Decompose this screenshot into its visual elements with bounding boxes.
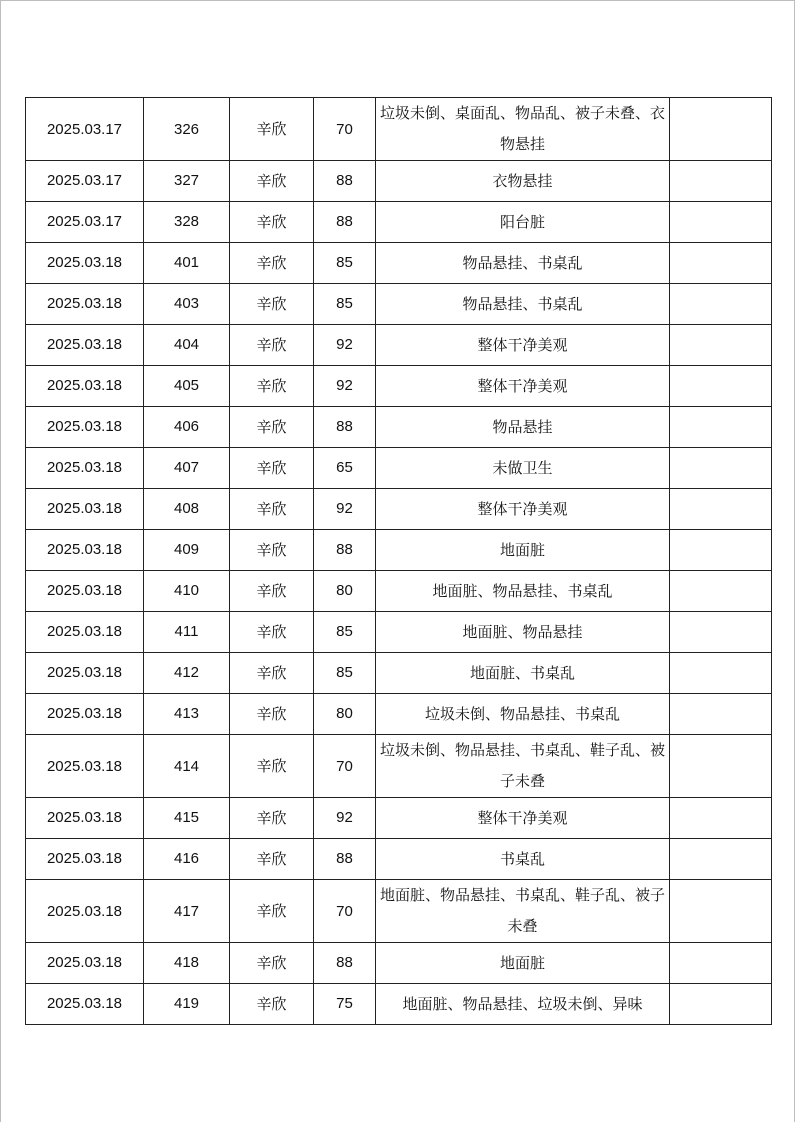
- score-cell: 88: [314, 407, 376, 448]
- table-row: [26, 448, 772, 489]
- inspector-cell: 辛欣: [230, 243, 314, 284]
- table-row: [26, 243, 772, 284]
- score-cell: 70: [314, 880, 376, 943]
- date-cell: 2025.03.18: [26, 694, 144, 735]
- table-row: [26, 284, 772, 325]
- inspector-cell: 辛欣: [230, 798, 314, 839]
- table-row: [26, 653, 772, 694]
- date-cell: 2025.03.18: [26, 798, 144, 839]
- score-cell: 85: [314, 653, 376, 694]
- room-cell: 411: [144, 612, 230, 653]
- inspector-cell: 辛欣: [230, 448, 314, 489]
- room-cell: 416: [144, 839, 230, 880]
- score-cell: 92: [314, 798, 376, 839]
- remark-cell: [670, 839, 772, 880]
- score-cell: 85: [314, 612, 376, 653]
- date-cell: 2025.03.18: [26, 943, 144, 984]
- score-cell: 70: [314, 735, 376, 798]
- issues-cell: 整体干净美观: [376, 798, 670, 839]
- remark-cell: [670, 943, 772, 984]
- score-cell: 80: [314, 571, 376, 612]
- score-cell: 92: [314, 366, 376, 407]
- table-row: [26, 571, 772, 612]
- remark-cell: [670, 98, 772, 161]
- remark-cell: [670, 284, 772, 325]
- room-cell: 403: [144, 284, 230, 325]
- score-cell: 85: [314, 243, 376, 284]
- inspector-cell: 辛欣: [230, 98, 314, 161]
- remark-cell: [670, 530, 772, 571]
- remark-cell: [670, 202, 772, 243]
- score-cell: 88: [314, 839, 376, 880]
- score-cell: 80: [314, 694, 376, 735]
- date-cell: 2025.03.17: [26, 202, 144, 243]
- score-cell: 75: [314, 984, 376, 1025]
- room-cell: 419: [144, 984, 230, 1025]
- issues-cell: 书桌乱: [376, 839, 670, 880]
- inspector-cell: 辛欣: [230, 694, 314, 735]
- remark-cell: [670, 407, 772, 448]
- inspector-cell: 辛欣: [230, 161, 314, 202]
- date-cell: 2025.03.18: [26, 366, 144, 407]
- date-cell: 2025.03.17: [26, 161, 144, 202]
- room-cell: 406: [144, 407, 230, 448]
- room-cell: 407: [144, 448, 230, 489]
- inspector-cell: 辛欣: [230, 571, 314, 612]
- issues-cell: 物品悬挂、书桌乱: [376, 284, 670, 325]
- remark-cell: [670, 161, 772, 202]
- score-cell: 85: [314, 284, 376, 325]
- remark-cell: [670, 243, 772, 284]
- table-row: [26, 489, 772, 530]
- issues-cell: 未做卫生: [376, 448, 670, 489]
- score-cell: 70: [314, 98, 376, 161]
- issues-cell: 地面脏、物品悬挂、书桌乱、鞋子乱、被子未叠: [376, 880, 670, 943]
- table-row: [26, 325, 772, 366]
- table-row: [26, 161, 772, 202]
- issues-cell: 物品悬挂: [376, 407, 670, 448]
- remark-cell: [670, 694, 772, 735]
- room-cell: 327: [144, 161, 230, 202]
- table-row: [26, 839, 772, 880]
- inspector-cell: 辛欣: [230, 366, 314, 407]
- room-cell: 417: [144, 880, 230, 943]
- issues-cell: 地面脏、书桌乱: [376, 653, 670, 694]
- inspection-table: [25, 97, 772, 1025]
- remark-cell: [670, 880, 772, 943]
- inspector-cell: 辛欣: [230, 407, 314, 448]
- issues-cell: 整体干净美观: [376, 325, 670, 366]
- date-cell: 2025.03.18: [26, 735, 144, 798]
- date-cell: 2025.03.17: [26, 98, 144, 161]
- inspector-cell: 辛欣: [230, 489, 314, 530]
- score-cell: 92: [314, 489, 376, 530]
- table-body: [26, 98, 772, 1025]
- table-row: [26, 735, 772, 798]
- inspector-cell: 辛欣: [230, 653, 314, 694]
- room-cell: 410: [144, 571, 230, 612]
- date-cell: 2025.03.18: [26, 571, 144, 612]
- room-cell: 405: [144, 366, 230, 407]
- issues-cell: 地面脏、物品悬挂: [376, 612, 670, 653]
- remark-cell: [670, 612, 772, 653]
- issues-cell: 地面脏: [376, 530, 670, 571]
- inspector-cell: 辛欣: [230, 735, 314, 798]
- room-cell: 401: [144, 243, 230, 284]
- issues-cell: 阳台脏: [376, 202, 670, 243]
- room-cell: 414: [144, 735, 230, 798]
- remark-cell: [670, 984, 772, 1025]
- issues-cell: 物品悬挂、书桌乱: [376, 243, 670, 284]
- date-cell: 2025.03.18: [26, 325, 144, 366]
- inspector-cell: 辛欣: [230, 984, 314, 1025]
- table-row: [26, 612, 772, 653]
- remark-cell: [670, 366, 772, 407]
- table-row: [26, 530, 772, 571]
- room-cell: 413: [144, 694, 230, 735]
- date-cell: 2025.03.18: [26, 243, 144, 284]
- room-cell: 412: [144, 653, 230, 694]
- remark-cell: [670, 325, 772, 366]
- date-cell: 2025.03.18: [26, 530, 144, 571]
- inspector-cell: 辛欣: [230, 530, 314, 571]
- score-cell: 88: [314, 202, 376, 243]
- inspector-cell: 辛欣: [230, 284, 314, 325]
- score-cell: 88: [314, 161, 376, 202]
- date-cell: 2025.03.18: [26, 407, 144, 448]
- room-cell: 326: [144, 98, 230, 161]
- remark-cell: [670, 448, 772, 489]
- date-cell: 2025.03.18: [26, 984, 144, 1025]
- issues-cell: 地面脏、物品悬挂、书桌乱: [376, 571, 670, 612]
- issues-cell: 地面脏、物品悬挂、垃圾未倒、异味: [376, 984, 670, 1025]
- date-cell: 2025.03.18: [26, 448, 144, 489]
- date-cell: 2025.03.18: [26, 489, 144, 530]
- table-row: [26, 202, 772, 243]
- date-cell: 2025.03.18: [26, 653, 144, 694]
- inspector-cell: 辛欣: [230, 325, 314, 366]
- table-row: [26, 943, 772, 984]
- room-cell: 415: [144, 798, 230, 839]
- date-cell: 2025.03.18: [26, 612, 144, 653]
- inspector-cell: 辛欣: [230, 612, 314, 653]
- date-cell: 2025.03.18: [26, 880, 144, 943]
- inspector-cell: 辛欣: [230, 202, 314, 243]
- issues-cell: 整体干净美观: [376, 366, 670, 407]
- score-cell: 92: [314, 325, 376, 366]
- remark-cell: [670, 735, 772, 798]
- issues-cell: 衣物悬挂: [376, 161, 670, 202]
- issues-cell: 垃圾未倒、物品悬挂、书桌乱、鞋子乱、被子未叠: [376, 735, 670, 798]
- date-cell: 2025.03.18: [26, 284, 144, 325]
- room-cell: 409: [144, 530, 230, 571]
- table-row: [26, 407, 772, 448]
- table-row: [26, 694, 772, 735]
- issues-cell: 地面脏: [376, 943, 670, 984]
- room-cell: 408: [144, 489, 230, 530]
- remark-cell: [670, 653, 772, 694]
- remark-cell: [670, 798, 772, 839]
- table-row: [26, 798, 772, 839]
- remark-cell: [670, 571, 772, 612]
- score-cell: 65: [314, 448, 376, 489]
- table-row: [26, 984, 772, 1025]
- inspector-cell: 辛欣: [230, 943, 314, 984]
- room-cell: 418: [144, 943, 230, 984]
- room-cell: 404: [144, 325, 230, 366]
- score-cell: 88: [314, 530, 376, 571]
- inspector-cell: 辛欣: [230, 880, 314, 943]
- inspector-cell: 辛欣: [230, 839, 314, 880]
- remark-cell: [670, 489, 772, 530]
- table-row: [26, 880, 772, 943]
- issues-cell: 整体干净美观: [376, 489, 670, 530]
- issues-cell: 垃圾未倒、桌面乱、物品乱、被子未叠、衣物悬挂: [376, 98, 670, 161]
- score-cell: 88: [314, 943, 376, 984]
- table-row: [26, 98, 772, 161]
- issues-cell: 垃圾未倒、物品悬挂、书桌乱: [376, 694, 670, 735]
- table-row: [26, 366, 772, 407]
- room-cell: 328: [144, 202, 230, 243]
- date-cell: 2025.03.18: [26, 839, 144, 880]
